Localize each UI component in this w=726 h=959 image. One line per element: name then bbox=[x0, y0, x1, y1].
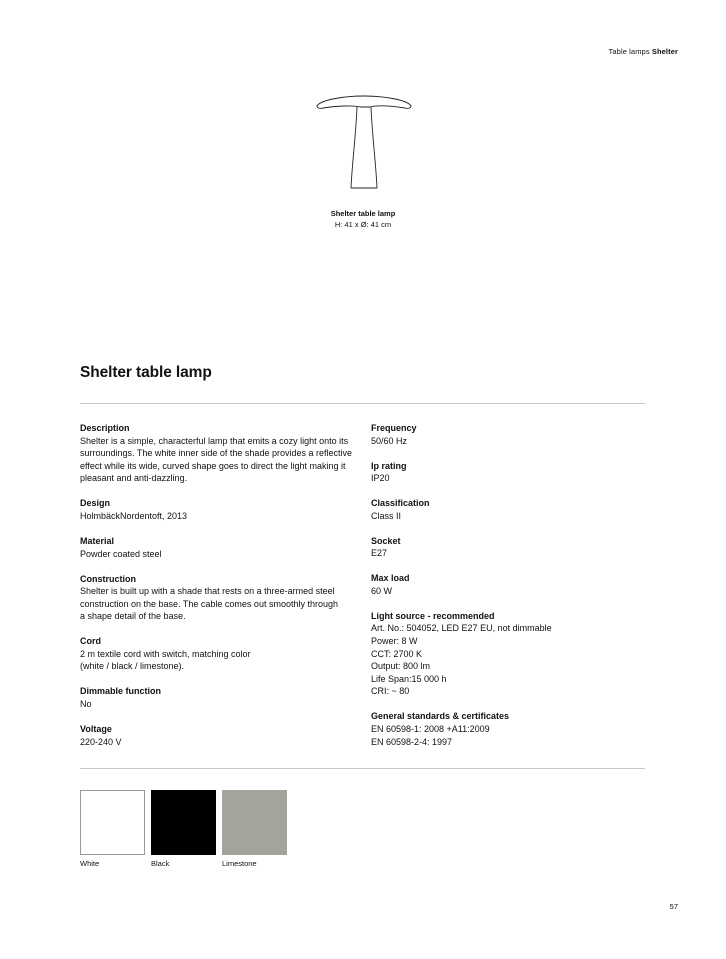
divider-top bbox=[80, 403, 645, 404]
header-product: Shelter bbox=[651, 47, 678, 56]
swatch-white bbox=[80, 790, 145, 868]
spec-label: Construction bbox=[80, 573, 136, 584]
spec-label: Ip rating bbox=[371, 460, 407, 471]
spec-value: 220-240 V bbox=[80, 736, 122, 747]
spec-label: Design bbox=[80, 498, 111, 509]
spec-value: 60 W bbox=[371, 585, 393, 596]
header-section: Table lamps bbox=[608, 47, 650, 56]
spec-value: Class II bbox=[371, 510, 402, 521]
spec-classification bbox=[371, 497, 641, 522]
spec-design bbox=[80, 497, 360, 522]
spec-material bbox=[80, 535, 360, 560]
spec-column-right bbox=[371, 422, 641, 761]
swatch-label: White bbox=[80, 859, 100, 868]
lamp-caption-name: Shelter table lamp bbox=[330, 209, 396, 218]
spec-socket bbox=[371, 535, 641, 560]
spec-label: General standards & certificates bbox=[371, 711, 510, 722]
spec-frequency bbox=[371, 422, 641, 447]
swatch-chip-white bbox=[80, 790, 145, 855]
spec-value: Shelter is built up with a shade that rests on a three-armed steel construction on the base. The cable comes out smoothly through a shape detail of the base. bbox=[80, 586, 338, 622]
swatch-black bbox=[151, 790, 216, 868]
spec-voltage bbox=[80, 723, 360, 748]
spec-dimmable bbox=[80, 685, 360, 710]
spec-value: 2 m textile cord with switch, matching color (white / black / limestone). bbox=[80, 648, 251, 672]
spec-label: Light source - recommended bbox=[371, 610, 495, 621]
spec-value: 50/60 Hz bbox=[371, 435, 408, 446]
spec-light-source bbox=[371, 610, 641, 698]
divider-bottom bbox=[80, 768, 645, 769]
color-swatches bbox=[80, 790, 287, 868]
spec-label: Voltage bbox=[80, 724, 112, 735]
spec-label: Max load bbox=[371, 573, 410, 584]
page-number: 57 bbox=[669, 902, 678, 911]
swatch-label: Black bbox=[151, 859, 170, 868]
running-header bbox=[609, 47, 678, 56]
table-lamp-line-drawing bbox=[312, 94, 416, 194]
spec-cord bbox=[80, 635, 360, 673]
swatch-chip-black bbox=[151, 790, 216, 855]
spec-value: IP20 bbox=[371, 473, 390, 484]
spec-value: EN 60598-1: 2008 +A11:2009 EN 60598-2-4: 1997 bbox=[371, 724, 490, 747]
spec-label: Dimmable function bbox=[80, 686, 162, 697]
swatch-chip-limestone bbox=[222, 790, 287, 855]
spec-ip-rating bbox=[371, 460, 641, 485]
spec-label: Socket bbox=[371, 535, 401, 546]
swatch-limestone bbox=[222, 790, 287, 868]
spec-value: Shelter is a simple, characterful lamp that emits a cozy light onto its surroundings. The white inner side of the shade provides a reflective effect while its wide, curved shape goes to direct the light making it pleasant and anti-dazzling. bbox=[80, 435, 352, 484]
spec-label: Description bbox=[80, 423, 130, 433]
spec-label: Cord bbox=[80, 636, 101, 647]
spec-value: Powder coated steel bbox=[80, 548, 162, 559]
lamp-caption-dimensions: H: 41 x Ø: 41 cm bbox=[334, 220, 392, 229]
lamp-caption bbox=[263, 208, 463, 230]
spec-value: Art. No.: 504052, LED E27 EU, not dimmable Power: 8 W CCT: 2700 K Output: 800 lm Life Span:15 000 h CRI: ~ 80 bbox=[371, 623, 552, 697]
spec-value: HolmbäckNordentoft, 2013 bbox=[80, 510, 188, 521]
spec-label: Frequency bbox=[371, 423, 417, 433]
spec-value: E27 bbox=[371, 548, 388, 559]
spec-column-left bbox=[80, 422, 360, 761]
swatch-label: Limestone bbox=[222, 859, 257, 868]
spec-max-load bbox=[371, 572, 641, 597]
spec-label: Classification bbox=[371, 498, 430, 509]
spec-label: Material bbox=[80, 535, 115, 546]
spec-standards bbox=[371, 710, 641, 748]
spec-construction bbox=[80, 573, 360, 623]
page-title: Shelter table lamp bbox=[80, 364, 212, 381]
spec-description bbox=[80, 422, 360, 485]
spec-value: No bbox=[80, 699, 92, 710]
